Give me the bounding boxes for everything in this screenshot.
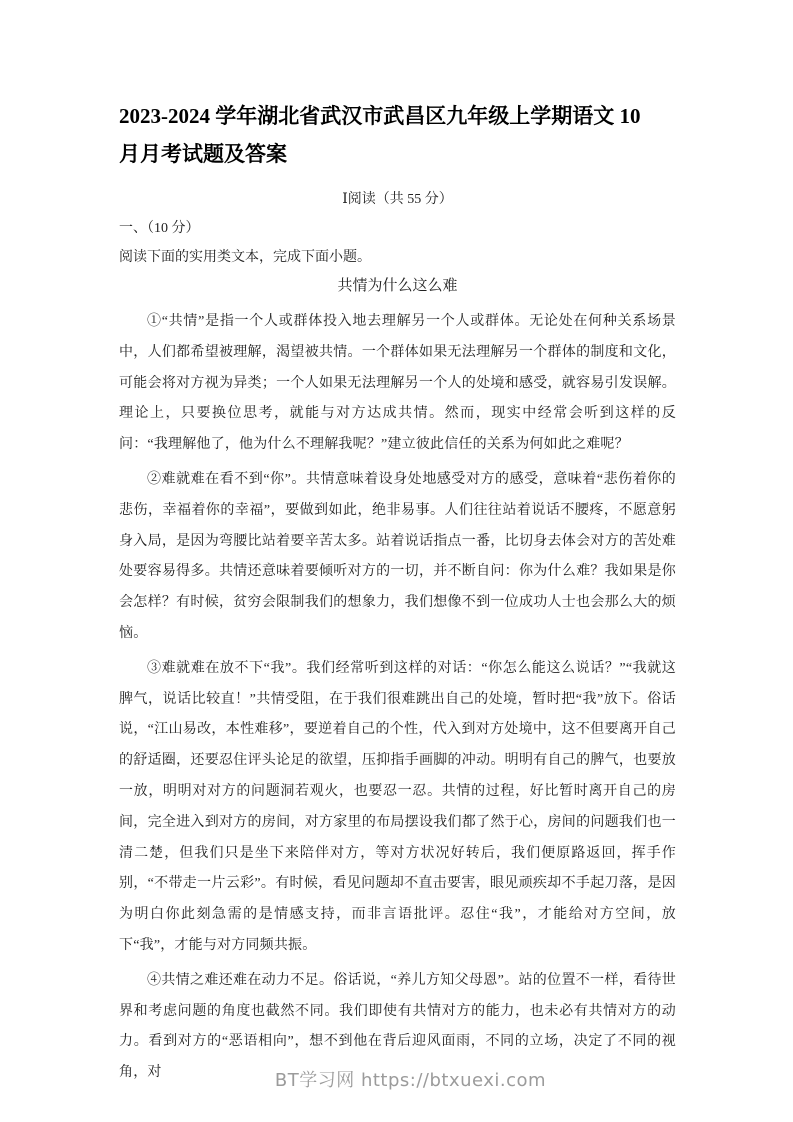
essay-paragraph-4: ④共情之难还难在动力不足。俗话说，“养儿方知父母恩”。站的位置不一样，看待世界和考虑问题的角度也截然不同。我们即使有共情对方的能力，也未必有共情对方的动力。看到对方的“恶语相向”，想不到他在背后迎风面雨，不同的立场，决定了不同的视角，对 bbox=[119, 972, 676, 1081]
watermark-text: BT学习网 https://btxuexi.com bbox=[274, 1070, 547, 1091]
page-title-line-2: 月月考试题及答案 bbox=[119, 142, 287, 166]
page-title bbox=[119, 97, 676, 173]
essay-paragraph-1: ①“共情”是指一个人或群体投入地去理解另一个人或群体。无论处在何种关系场景中，人们都希望被理解，渴望被共情。一个群体如果无法理解另一个群体的制度和文化，可能会将对方视为异类；一个人如果无法理解另一个人的处境和感受，就容易引发误解。理论上，只要换位思考，就能与对方达成共情。然而，现实中经常会听到这样的反问：“我理解他了，他为什么不理解我呢？”建立彼此信任的关系为何如此之难呢？ bbox=[119, 314, 676, 453]
section-heading: Ⅰ阅读（共 55 分） bbox=[342, 192, 453, 207]
instruction-text: 阅读下面的实用类文本，完成下面小题。 bbox=[119, 250, 371, 265]
part-label: 一、（10 分） bbox=[119, 221, 200, 236]
essay-paragraph-3: ③难就难在放不下“我”。我们经常听到这样的对话：“你怎么能这么说话？”“我就这脾气，说话比较直！”共情受阻，在于我们很难跳出自己的处境，暂时把“我”放下。俗话说，“江山易改，本性难移”，要逆着自己的个性，代入到对方处境中，这不但要离开自己的舒适圈，还要忍住评头论足的欲望，压抑指手画脚的冲动。明明有自己的脾气，也要放一放，明明对对方的问题洞若观火，也要忍一忍。共情的过程，好比暂时离开自己的房间，完全进入到对方的房间，对方家里的布局摆设我们都了然于心，房间的问题我们也一清二楚，但我们只是坐下来陪伴对方，等对方状况好转后，我们便原路返回，挥手作别，“不带走一片云彩”。有时候，看见问题却不直击要害，眼见顽疾却不手起刀落，是因为明白你此刻急需的是情感支持，而非言语批评。忍住“我”，才能给对方空间，放下“我”，才能与对方同频共振。 bbox=[119, 660, 676, 953]
essay-paragraph-2: ②难就难在看不到“你”。共情意味着设身处地感受对方的感受，意味着“悲伤着你的悲伤，幸福着你的幸福”，要做到如此，绝非易事。人们往往站着说话不腰疼，不愿意躬身入局，是因为弯腰比站着要辛苦太多。站着说话指点一番，比切身去体会对方的苦处难处要容易得多。共情还意味着要倾听对方的一切，并不断自问：你为什么难？我如果是你会怎样？有时候，贫穷会限制我们的想象力，我们想像不到一位成功人士也会那么大的烦恼。 bbox=[119, 471, 676, 641]
page-title-line-1: 2023-2024 学年湖北省武汉市武昌区九年级上学期语文 10 bbox=[119, 104, 641, 128]
essay-title: 共情为什么这么难 bbox=[337, 278, 458, 294]
